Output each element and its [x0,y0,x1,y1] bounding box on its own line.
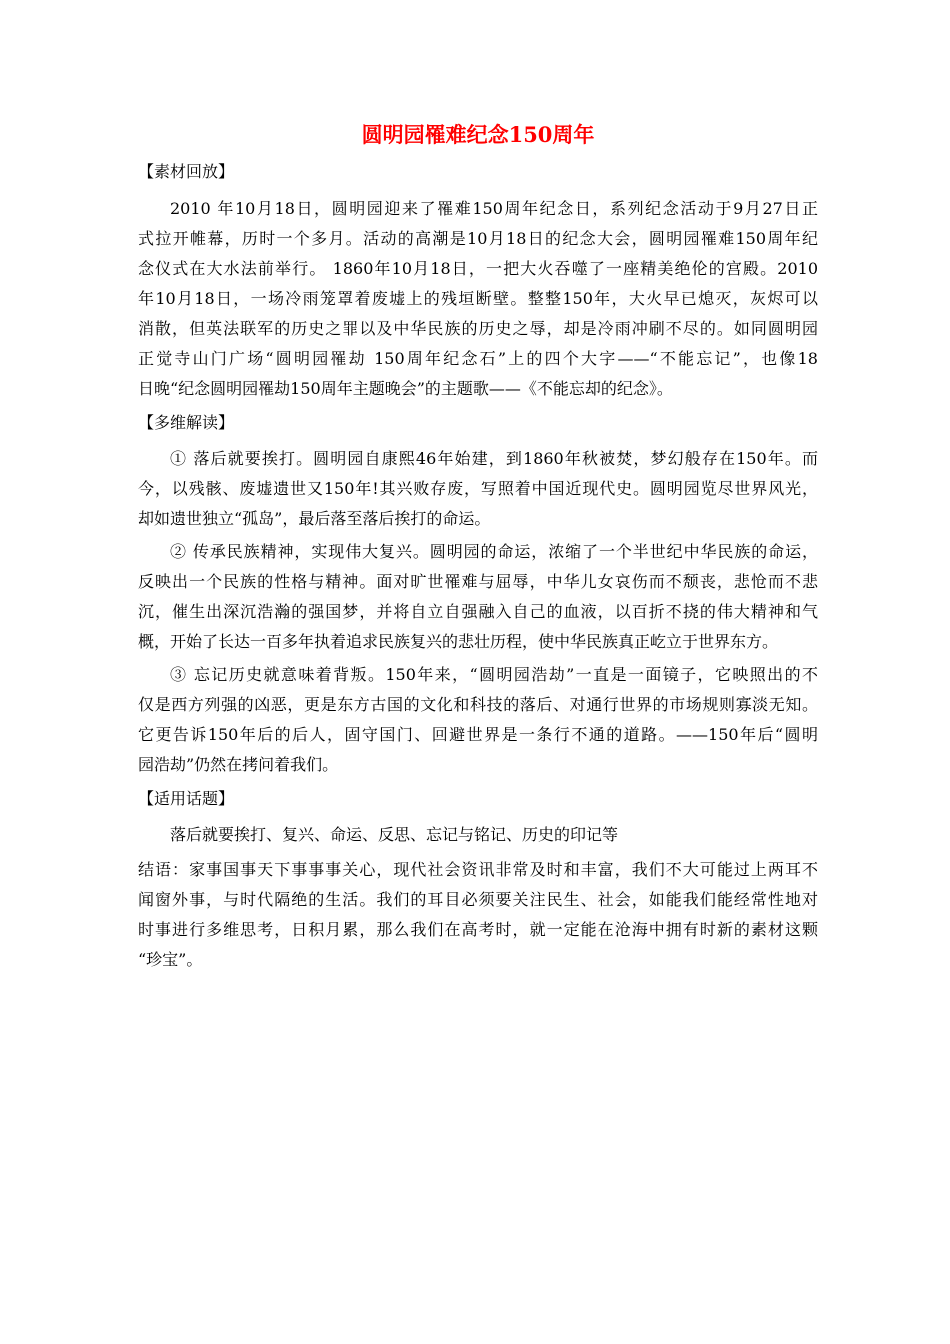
document-page [138,118,818,975]
text-line: 正觉寺山门广场“圆明园罹劫 150周年纪念石”上的四个大字——“不能忘记”，也像18 [138,349,818,368]
text-line: 概，开始了长达一百多年执着追求民族复兴的悲壮历程，使中华民族真正屹立于世界东方。 [138,632,779,651]
text-line: 沉，催生出深沉浩瀚的强国梦，并将自立自强融入自己的血液，以百折不挠的伟大精神和气 [138,602,818,621]
text-line: 闻窗外事，与时代隔绝的生活。我们的耳目必须要关注民生、社会，如能我们能经常性地对 [138,890,818,909]
text-line: ① 落后就要挨打。圆明园自康熙46年始建，到1860年秋被焚，梦幻般存在150年。而 [170,449,818,468]
text-line: 结语：家事国事天下事事事关心，现代社会资讯非常及时和丰富，我们不大可能过上两耳不 [138,860,818,879]
text-line: 园浩劫”仍然在拷问着我们。 [138,755,339,774]
text-line: 式拉开帷幕，历时一个多月。活动的高潮是10月18日的纪念大会，圆明园罹难150周年纪 [138,229,818,248]
paragraph-interpretation-3 [138,660,818,780]
text-line: ③ 忘记历史就意味着背叛。150年来，“圆明园浩劫”一直是一面镜子，它映照出的不 [170,665,818,684]
text-line: 它更告诉150年后的后人，固守国门、回避世界是一条行不通的道路。——150年后“圆明 [138,725,818,744]
paragraph-applicable-topics [138,820,818,850]
text-line: 落后就要挨打、复兴、命运、反思、忘记与铭记、历史的印记等 [170,825,619,844]
text-line: 消散，但英法联军的历史之罪以及中华民族的历史之辱，却是冷雨冲刷不尽的。如同圆明园 [138,319,818,338]
paragraph-interpretation-2 [138,537,818,657]
text-line: 念仪式在大水法前举行。 1860年10月18日，一把大火吞噬了一座精美绝伦的宫殿。2010 [138,259,818,278]
text-line: 反映出一个民族的性格与精神。面对旷世罹难与屈辱，中华儿女哀伤而不颓丧，悲怆而不悲 [138,572,818,591]
text-line: 今，以残骸、废墟遗世又150年!其兴败存废，写照着中国近现代史。圆明园览尽世界风光， [138,479,818,498]
text-line: ② 传承民族精神，实现伟大复兴。圆明园的命运，浓缩了一个半世纪中华民族的命运， [170,542,818,561]
text-line: “珍宝”。 [138,950,203,969]
section-heading-material-review: 【素材回放】 [138,162,235,181]
section-heading-applicable-topics: 【适用话题】 [138,789,235,808]
text-line: 日晚“纪念圆明园罹劫150周年主题晚会”的主题歌——《不能忘却的纪念》。 [138,379,673,398]
paragraph-conclusion [138,855,818,975]
section-heading-multi-interpretation: 【多维解读】 [138,413,235,432]
text-line: 时事进行多维思考，日积月累，那么我们在高考时，就一定能在沧海中拥有时新的素材这颗 [138,920,818,939]
paragraph-interpretation-1 [138,444,818,534]
text-line: 年10月18日，一场冷雨笼罩着废墟上的残垣断壁。整整150年，大火早已熄灭，灰烬可以 [138,289,818,308]
text-line: 却如遗世独立“孤岛”，最后落至落后挨打的命运。 [138,509,491,528]
document-title: 圆明园罹难纪念150周年 [361,122,595,147]
paragraph-material-review [138,194,818,404]
text-line: 仅是西方列强的凶恶，更是东方古国的文化和科技的落后、对通行世界的市场规则寡淡无知。 [138,695,818,714]
text-line: 2010 年10月18日，圆明园迎来了罹难150周年纪念日，系列纪念活动于9月27日正 [170,199,818,218]
